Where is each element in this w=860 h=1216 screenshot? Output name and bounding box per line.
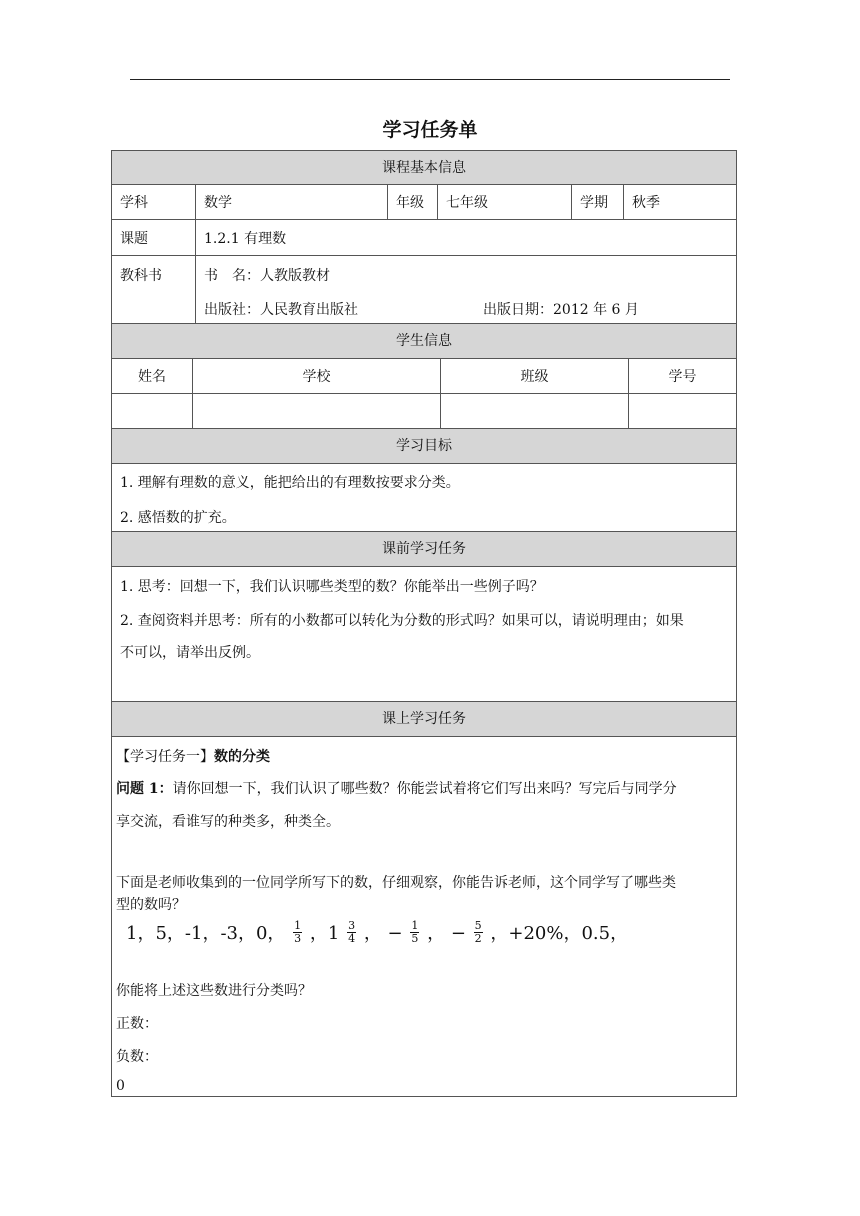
- col-class: 班级: [441, 359, 629, 393]
- topic-value: 1.2.1 有理数: [204, 230, 287, 247]
- student-blank-row: [112, 394, 736, 429]
- numbers-part-e: ，+20%，0.5，: [490, 923, 629, 944]
- in-class-body: [112, 737, 736, 1096]
- student-info-header: 学生信息: [112, 324, 736, 359]
- school-cell[interactable]: [193, 394, 441, 428]
- positive-label: 正数：: [116, 1016, 158, 1032]
- in-class-header: 课上学习任务: [112, 702, 736, 737]
- fraction-three-quarters: $\frac{3}{4}$: [348, 918, 356, 945]
- pre-class-item-1: 1. 思考：回想一下，我们认识哪些类型的数？你能举出一些例子吗？: [120, 579, 544, 595]
- publisher: 出版社：人民教育出版社: [204, 302, 358, 318]
- collected-intro-cont: 型的数吗？: [116, 897, 186, 913]
- collected-intro: 下面是老师收集到的一位同学所写下的数，仔细观察，你能告诉老师，这个同学写了哪些类: [116, 875, 676, 891]
- negative-label: 负数：: [116, 1049, 158, 1065]
- question-1-cont: 享交流，看谁写的种类多，种类全。: [116, 814, 340, 830]
- textbook-row: [112, 256, 736, 324]
- grade-value: 七年级: [438, 185, 572, 219]
- class-cell[interactable]: [441, 394, 629, 428]
- fraction-one-third: $\frac{1}{3}$: [294, 918, 302, 945]
- objective-item: 1. 理解有理数的意义，能把给出的有理数按要求分类。: [120, 475, 460, 491]
- col-school: 学校: [193, 359, 441, 393]
- page-title: 学习任务单: [382, 119, 478, 141]
- numbers-part-b: ，1: [309, 923, 340, 944]
- objectives-header: 学习目标: [112, 429, 736, 464]
- student-columns-row: [112, 359, 736, 394]
- objective-item: 2. 感悟数的扩充。: [120, 510, 236, 526]
- fraction-five-halves: $\frac{5}{2}$: [474, 918, 482, 945]
- subject-value: 数学: [196, 185, 388, 219]
- student-id-cell[interactable]: [629, 394, 736, 428]
- name-cell[interactable]: [112, 394, 193, 428]
- col-name: 姓名: [112, 359, 193, 393]
- subject-row: [112, 185, 736, 220]
- col-student-id: 学号: [668, 369, 697, 385]
- numbers-part-c: ， −: [363, 923, 403, 944]
- pre-class-body: [112, 567, 736, 702]
- subject-label: 学科: [112, 185, 196, 219]
- numbers-part-a: 1，5，-1，-3，0，: [126, 923, 286, 944]
- pre-class-header: 课前学习任务: [112, 532, 736, 567]
- task-one-bracket: 【学习任务一】: [116, 749, 214, 765]
- question-1: [116, 778, 677, 798]
- fraction-one-fifth: $\frac{1}{5}$: [411, 918, 419, 945]
- course-info-header: 课程基本信息: [112, 151, 736, 185]
- question-1-label: 问题 1：: [116, 781, 173, 797]
- pre-class-item-2: 2. 查阅资料并思考：所有的小数都可以转化为分数的形式吗？如果可以，请说明理由；如果: [120, 613, 684, 629]
- term-label: 学期: [572, 185, 624, 219]
- objectives-body: [112, 464, 736, 532]
- grade-label: 年级: [388, 185, 438, 219]
- publish-date: 出版日期：2012 年 6 月: [483, 302, 639, 318]
- textbook-label: 教科书: [112, 256, 196, 323]
- classify-question: 你能将上述这些数进行分类吗？: [116, 983, 312, 999]
- book-name: 书 名：人教版教材: [204, 268, 330, 284]
- task-one-heading: [116, 746, 270, 766]
- numbers-part-d: ， −: [427, 923, 466, 944]
- topic-row: [112, 220, 736, 256]
- top-rule: [130, 79, 730, 80]
- number-list: [126, 919, 628, 945]
- topic-label: 课题: [112, 220, 196, 255]
- question-1-text: 请你回想一下，我们认识了哪些数？你能尝试着将它们写出来吗？写完后与同学分: [172, 781, 677, 797]
- task-one-title: 数的分类: [214, 749, 270, 765]
- zero-label: 0: [116, 1078, 125, 1094]
- task-sheet-table: [111, 150, 737, 1097]
- pre-class-item-2-cont: 不可以，请举出反例。: [120, 645, 260, 661]
- term-value: 秋季: [632, 195, 660, 211]
